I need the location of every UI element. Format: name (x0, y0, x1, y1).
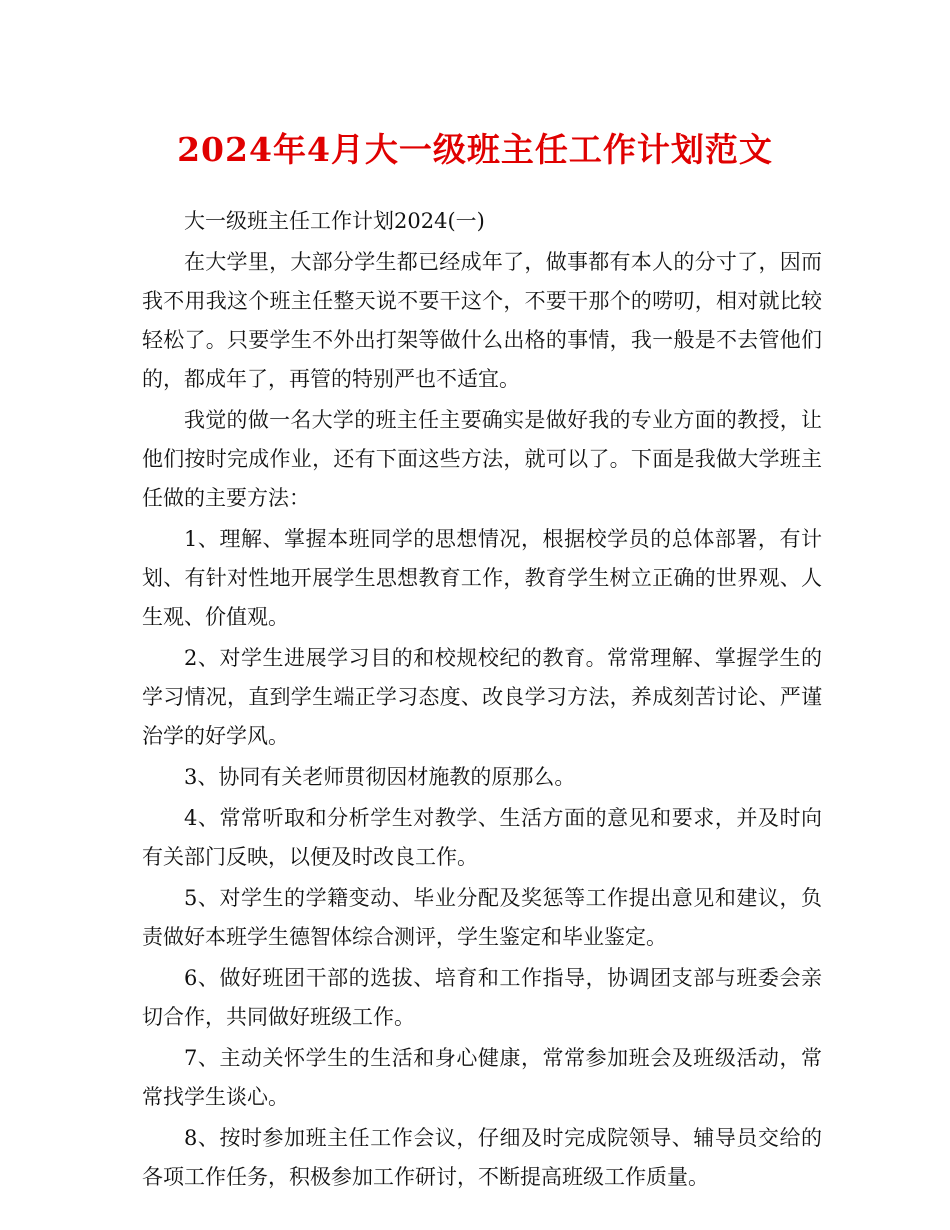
paragraph-item-6: 6、做好班团干部的选拔、培育和工作指导，协调团支部与班委会亲切合作，共同做好班级工作。 (142, 966, 822, 1029)
document-title: 2024年4月大一级班主任工作计划范文 (177, 130, 773, 169)
paragraph-item-2: 2、对学生进展学习目的和校规校纪的教育。常常理解、掌握学生的学习情况，直到学生端正学习态度、改良学习方法，养成刻苦讨论、严谨治学的好学风。 (142, 646, 822, 748)
paragraph-item-3: 3、协同有关老师贯彻因材施教的原那么。 (184, 765, 576, 789)
paragraph-item-8: 8、按时参加班主任工作会议，仔细及时完成院领导、辅导员交给的各项工作任务，积极参加工作研讨，不断提高班级工作质量。 (142, 1126, 822, 1189)
section-subtitle: 大一级班主任工作计划2024(一) (184, 209, 485, 233)
paragraph-item-1: 1、理解、掌握本班同学的思想情况，根据校学员的总体部署，有计划、有针对性地开展学生思想教育工作，教育学生树立正确的世界观、人生观、价值观。 (142, 527, 822, 629)
paragraph-intro: 在大学里，大部分学生都已经成年了，做事都有本人的分寸了，因而我不用我这个班主任整天说不要干这个，不要干那个的唠叨，相对就比较轻松了。只要学生不外出打架等做什么出格的事情，我一般是不去管他们的，都成年了，再管的特别严也不适宜。 (142, 250, 822, 391)
document-body (142, 202, 822, 1199)
paragraph-item-4: 4、常常听取和分析学生对教学、生活方面的意见和要求，并及时向有关部门反映，以便及时改良工作。 (142, 806, 822, 869)
paragraph-item-7: 7、主动关怀学生的生活和身心健康，常常参加班会及班级活动，常常找学生谈心。 (142, 1046, 822, 1109)
paragraph-methods-intro: 我觉的做一名大学的班主任主要确实是做好我的专业方面的教授，让他们按时完成作业，还有下面这些方法，就可以了。下面是我做大学班主任做的主要方法： (142, 408, 822, 510)
paragraph-item-5: 5、对学生的学籍变动、毕业分配及奖惩等工作提出意见和建议，负责做好本班学生德智体综合测评，学生鉴定和毕业鉴定。 (142, 886, 822, 949)
